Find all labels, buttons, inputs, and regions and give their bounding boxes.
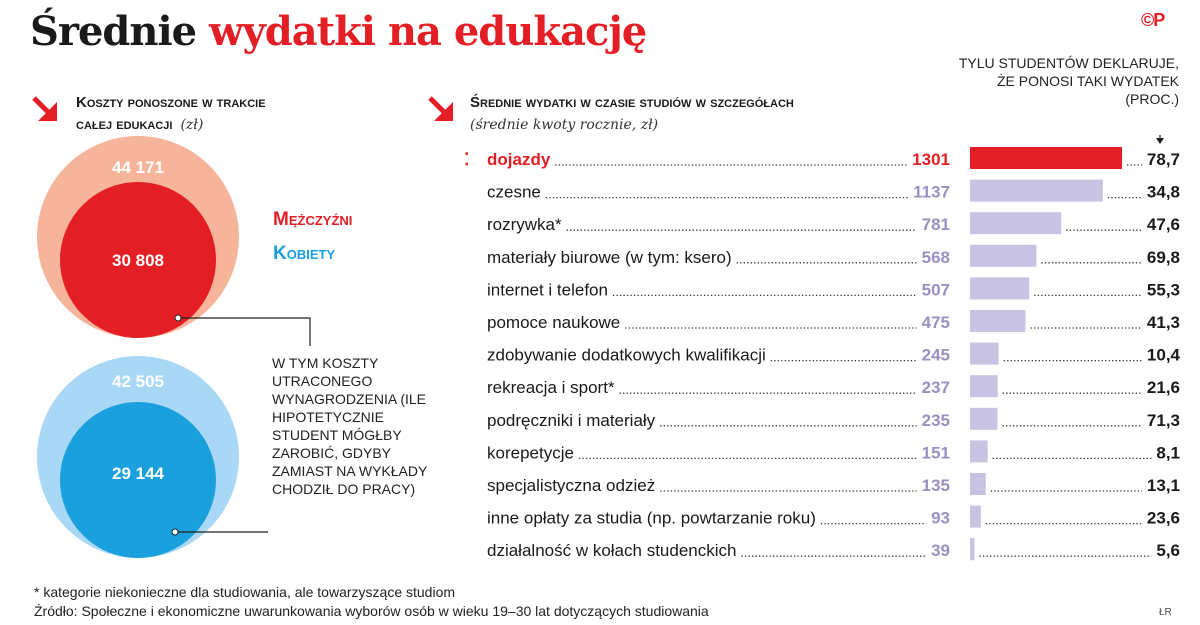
percent-label: 78,7 <box>1146 150 1180 169</box>
amount-label: 245 <box>921 345 950 365</box>
leader-dot-men <box>175 315 181 321</box>
percent-label: 23,6 <box>1146 508 1180 528</box>
expense-bar <box>970 343 999 365</box>
expense-bar <box>970 375 998 397</box>
expense-bar <box>970 440 988 462</box>
men-direct-label: 30 808 <box>112 251 164 270</box>
category-label: pomoce naukowe <box>487 313 621 332</box>
lost-wages-note: W TYM KOSZTY UTRACONEGO WYNAGRODZENIA (ILE HIPOTETYCZNIE STUDENT MÓGŁBY ZAROBIĆ, GDYBY ZAMIAST NA WYKŁADY CHODZIŁ DO PRACY) <box>272 355 428 497</box>
highlight-marker-icon: ⁚ <box>464 150 470 169</box>
category-label: inne opłaty za studia (np. powtarzanie roku) <box>487 508 816 528</box>
arrow-down-right-icon <box>426 94 460 128</box>
percent-label: 21,6 <box>1146 378 1180 398</box>
cost-circles <box>0 0 440 600</box>
category-label: zdobywanie dodatkowych kwalifikacji <box>487 345 766 365</box>
expenses-bar-chart <box>440 135 1200 565</box>
category-label: rozrywka* <box>487 215 562 235</box>
percent-label: 34,8 <box>1146 182 1180 202</box>
expense-bar <box>970 506 981 528</box>
amount-label: 237 <box>921 378 950 398</box>
right-section-title: Średnie wydatki w czasie studiów w szczegółach <box>470 94 794 111</box>
category-label: podręczniki i materiały <box>487 410 656 430</box>
category-label: materiały biurowe (w tym: ksero) <box>487 247 732 267</box>
title-part-2: wydatki na edukację <box>209 8 647 55</box>
amount-label: 93 <box>931 508 950 528</box>
category-label: specjalistyczna odzież <box>487 476 656 495</box>
percent-label: 71,3 <box>1146 410 1180 430</box>
amount-label: 151 <box>921 443 950 463</box>
amount-label: 1137 <box>913 182 950 202</box>
source-note: Źródło: Społeczne i ekonomiczne uwarunkowania wyborów osób w wieku 19–30 lat dotyczących studiowania <box>34 603 709 619</box>
category-label: internet i telefon <box>487 280 608 300</box>
percent-label: 10,4 <box>1146 345 1180 365</box>
expense-bar <box>970 212 1061 234</box>
percent-label: 8,1 <box>1156 443 1180 463</box>
leader-dot-women <box>172 529 178 535</box>
amount-label: 568 <box>921 247 950 267</box>
women-direct-label: 29 144 <box>112 464 164 483</box>
amount-label: 475 <box>921 313 950 332</box>
expense-bar <box>970 310 1025 332</box>
author-initials: ŁR <box>1159 607 1172 618</box>
amount-label: 135 <box>921 476 950 495</box>
amount-label: 39 <box>931 541 950 561</box>
category-label: korepetycje <box>487 443 574 463</box>
percent-label: 41,3 <box>1146 313 1180 332</box>
amount-label: 781 <box>921 215 950 235</box>
amount-label: 235 <box>921 410 950 430</box>
expense-bar <box>970 147 1122 169</box>
men-total-label: 44 171 <box>112 158 164 177</box>
left-unit: (zł) <box>180 117 204 133</box>
expense-bar <box>970 277 1029 299</box>
category-label: działalność w kołach studenckich <box>487 541 737 561</box>
right-section-subtitle: (średnie kwoty rocznie, zł) <box>470 117 659 133</box>
expense-bar <box>970 245 1036 267</box>
footnote: * kategorie niekonieczne dla studiowania, ale towarzyszące studiom <box>34 584 456 600</box>
expense-bar <box>970 408 997 430</box>
percent-label: 55,3 <box>1146 280 1180 300</box>
expense-bar <box>970 180 1103 202</box>
expense-bar <box>970 538 975 560</box>
category-label: dojazdy <box>487 150 551 169</box>
left-title-line-1: Koszty ponoszone w trakcie <box>76 94 266 111</box>
copyright-logo: ©P <box>1141 10 1165 30</box>
women-total-label: 42 505 <box>112 372 164 391</box>
title-part-1: Średnie <box>30 8 197 55</box>
left-title-line-2: całej edukacji <box>76 116 173 133</box>
category-label: rekreacja i sport* <box>487 378 615 398</box>
legend-men: Mężczyźni <box>273 209 353 230</box>
percent-label: 47,6 <box>1146 215 1180 235</box>
amount-label: 507 <box>921 280 950 300</box>
percent-label: 13,1 <box>1146 476 1180 495</box>
leader-line-men <box>178 318 310 346</box>
expense-bar <box>970 473 986 495</box>
category-label: czesne <box>487 182 541 202</box>
percent-label: 69,8 <box>1146 247 1180 267</box>
amount-label: 1301 <box>912 150 950 169</box>
legend-women: Kobiety <box>273 243 336 264</box>
pointer-arrow-icon <box>1156 138 1164 144</box>
percent-label: 5,6 <box>1156 541 1180 561</box>
percent-column-header: TYLU STUDENTÓW DEKLARUJE, ŻE PONOSI TAKI WYDATEK (PROC.) <box>958 55 1179 107</box>
